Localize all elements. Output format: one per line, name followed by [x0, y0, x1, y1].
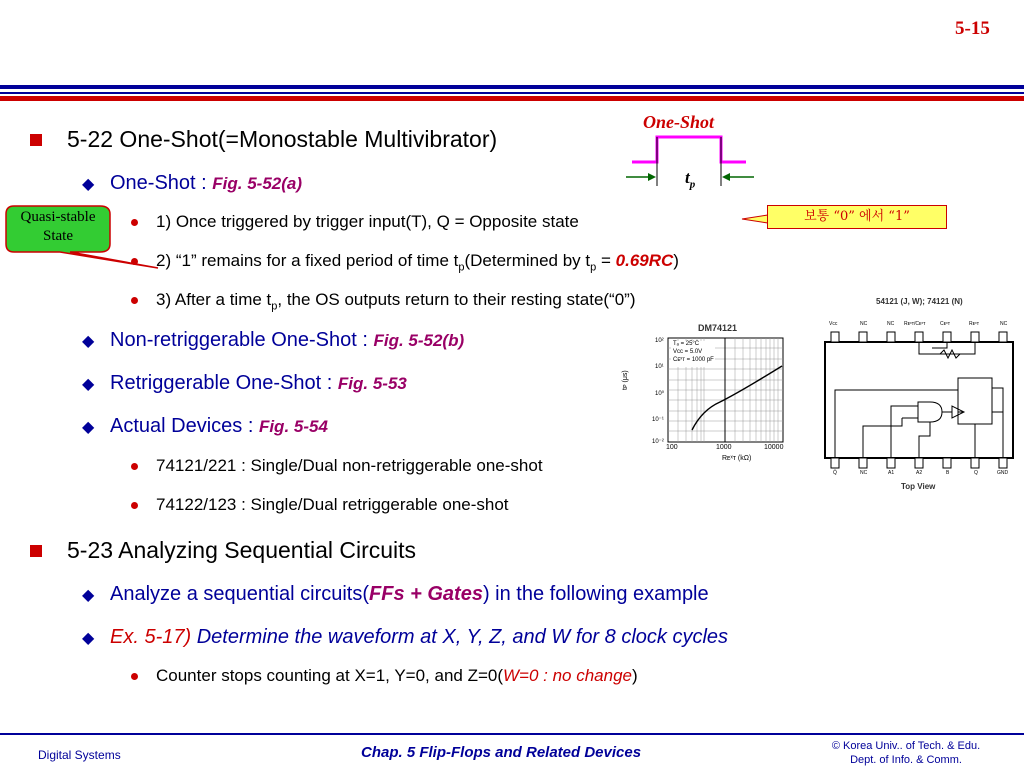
pin-label-top: Cᴇˣᴛ	[940, 321, 950, 327]
pin-label-top: Rᴇˣᴛ/Cᴇˣᴛ	[904, 321, 926, 327]
graph-x-tick: 1000	[716, 444, 732, 451]
subhead-actual-devices: Actual Devices : Fig. 5-54	[110, 415, 328, 437]
footer-chapter: Chap. 5 Flip-Flops and Related Devices	[361, 744, 642, 761]
footer-copyright: © Korea Univ.. of Tech. & Edu. Dept. of Info. & Comm.	[831, 740, 981, 766]
callout-text-line2: State	[43, 228, 73, 244]
graph-x-label: Rᴇˣᴛ (kΩ)	[722, 455, 752, 462]
diamond-bullet: ◆	[82, 333, 95, 350]
pulse-title: One-Shot	[643, 112, 715, 132]
graph-x-tick: 100	[666, 444, 678, 451]
graph-y-tick: 10¹	[655, 364, 664, 370]
pin-label-top: Rᴇˣᴛ	[969, 321, 979, 327]
pinout-title: 54121 (J, W); 74121 (N)	[876, 297, 963, 306]
diamond-bullet: ◆	[82, 630, 95, 647]
graph-y-label: tᴘ (μs)	[622, 370, 629, 390]
callout-text-line1: Quasi-stable	[20, 209, 96, 225]
graph-y-tick: 10²	[655, 338, 664, 344]
pin-label-bottom: A1	[888, 470, 895, 476]
pinout-caption: Top View	[901, 482, 936, 491]
diamond-bullet: ◆	[82, 587, 95, 604]
w-no-change: W=0 : no change	[503, 666, 633, 685]
pin-label-top: Vᴄᴄ	[829, 321, 838, 327]
pin-label-bottom: Q	[974, 470, 978, 476]
graph-legend-2: Vᴄᴄ = 5.0V	[673, 349, 703, 355]
device-74121: 74121/221 : Single/Dual non-retriggerable one-shot	[156, 456, 543, 475]
header-rule-top	[0, 85, 1024, 89]
bullet-square	[30, 545, 42, 557]
korean-note: 보통 “0” 에서 “1”	[767, 205, 947, 229]
pin-label-bottom: Q̄	[833, 470, 837, 476]
pinout-diagram	[820, 326, 1020, 476]
pin-label-bottom: A2	[916, 470, 923, 476]
header-rule-mid	[0, 92, 1024, 94]
graph-y-tick: 10⁻²	[652, 439, 664, 445]
pin-label-top: NC	[1000, 321, 1008, 327]
pin-label-bottom: B	[946, 470, 950, 476]
graph-y-tick: 10⁰	[655, 391, 665, 397]
subhead-non-retriggerable: Non-retriggerable One-Shot : Fig. 5-52(b)	[110, 329, 465, 351]
item-fixed-period: 2) “1” remains for a fixed period of time $t_p(Determined$ by $t_p = 0.69RC$)	[156, 251, 679, 274]
dot-bullet	[131, 673, 138, 680]
item-triggered: 1) Once triggered by trigger input(T), Q = Opposite state	[156, 212, 579, 231]
section-title-analyzing: 5-23 Analyzing Sequential Circuits	[67, 537, 417, 563]
footer-course: Digital Systems	[38, 748, 121, 762]
graph-legend-1: Tₐ = 25°C	[673, 341, 700, 347]
subhead-example: Ex. 5-17) Determine the waveform at X, Y, Z, and W for 8 clock cycles	[110, 626, 729, 648]
diamond-bullet: ◆	[82, 176, 95, 193]
graph-y-tick: 10⁻¹	[652, 417, 664, 423]
fig-ref-5-52a: Fig. 5-52(a)	[212, 174, 303, 193]
diamond-bullet: ◆	[82, 376, 95, 393]
note-pointer-arrow	[740, 212, 770, 226]
dot-bullet	[131, 502, 138, 509]
dot-bullet	[131, 297, 138, 304]
dot-bullet	[131, 463, 138, 470]
section-title-one-shot: 5-22 One-Shot(=Monostable Multivibrator)	[67, 126, 498, 152]
footer-rule	[0, 733, 1024, 735]
formula-069rc: 0.69RC	[615, 251, 674, 270]
pin-label-top: NC	[860, 321, 868, 327]
graph-x-tick: 10000	[764, 444, 784, 451]
header-rule-bottom	[0, 96, 1024, 101]
diamond-bullet: ◆	[82, 419, 95, 436]
item-resting-state: 3) After a time $t_p$, the OS outputs return to their resting state(“0”)	[156, 290, 636, 313]
pin-label-top: NC	[887, 321, 895, 327]
pin-label-bottom: NC	[860, 470, 868, 476]
subhead-one-shot: One-Shot : Fig. 5-52(a)	[110, 172, 303, 194]
slide-number: 5-15	[955, 18, 990, 39]
fig-ref-5-52b: Fig. 5-52(b)	[373, 331, 465, 350]
tp-label: $t_p$	[685, 168, 696, 191]
fig-ref-5-54: Fig. 5-54	[258, 417, 328, 436]
graph-title: DM74121	[698, 323, 738, 333]
bullet-square	[30, 134, 42, 146]
device-74122: 74122/123 : Single/Dual retriggerable one-shot	[156, 495, 509, 514]
item-counter-stops: Counter stops counting at X=1, Y=0, and Z=0(W=0 : no change)	[156, 666, 638, 685]
fig-ref-5-53: Fig. 5-53	[337, 374, 407, 393]
subhead-retriggerable: Retriggerable One-Shot : Fig. 5-53	[110, 372, 407, 394]
subhead-analyze: Analyze a sequential circuits(FFs + Gates) in the following example	[110, 583, 709, 605]
ffs-gates: FFs + Gates	[369, 583, 483, 605]
graph-legend-3: Cᴇˣᴛ = 1000 pF	[673, 357, 714, 363]
pin-label-bottom: GND	[997, 470, 1009, 476]
